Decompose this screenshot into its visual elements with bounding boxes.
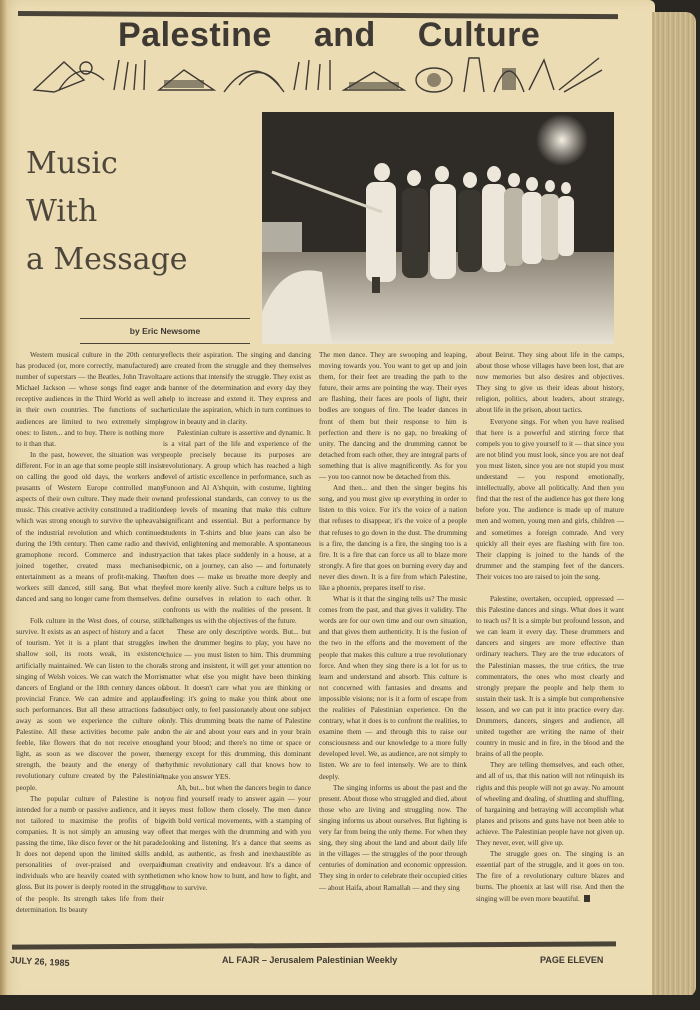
paragraph: Palestine, overtaken, occupied, oppressed — this Palestine dances and sings. What does it want to teach us? It is a simple but profound lesson, and we can learn it every day. These drummers and dancers and singers are more effective than ordinary teachers. They are the true educators of the Palestinian masses, the true critics, the true commentators, the ones who most clearly and strongly prepare the people and help them to sustain their task. It is a simple but comprehensive lesson, and we can put it into practice every day. Drummers, dancers, singers and audience, all united together are writing the name of their country in music and in fire, in the blood and the brains of all the people. bbox=[476, 594, 624, 759]
paragraph: Palestinian culture is assertive and dynamic. It is a vital part of the life and experience of the people precisely because its purposes are revolutionary. A group which has reached a high level of artistic excellence in performance, such as Funoon and Al A'shquin, with costume, lighting and professional standards, can convey to us the deep levels of meaning that make this culture significant and essential. But a performance by students in T-shirts and blue jeans can also be vivid, enlightening and memorable. A spontaneous action that takes place suddenly in a house, at a picnic, on a journey, can also — and fortunately often does — make us breathe more deeply and feel more keenly alive. Such a culture helps us to define ourselves in relation to each other. It confronts us with the realities of the present. It challenges us with the objectives of the future. bbox=[163, 428, 311, 626]
section-header-word-1: Palestine bbox=[118, 15, 272, 54]
article-column-4 bbox=[476, 350, 624, 905]
section-header-word-2: and bbox=[313, 15, 376, 54]
background-surface bbox=[0, 995, 700, 1010]
headline-line-1: Music bbox=[26, 146, 118, 181]
binding-edge bbox=[0, 0, 8, 1000]
article-headline bbox=[26, 140, 246, 284]
paragraph: In the past, however, the situation was very different. For in an age that some people still insist on calling the good old days, the workers and peasants of Western Europe controlled many aspects of their own culture. They made their own music. This creative activity constituted a tradition which was strong enough to survive the upheavals of the industrial revolution and which continued during the 19th century. Then came radio and the gramophone record. Commerce and industry, joined together, created mass mechanised entertainment as a means of profit-making. The workers still danced, still sang. But what they danced and sang no longer came from themselves. bbox=[16, 450, 164, 604]
article-column-2 bbox=[163, 350, 311, 894]
paragraph: And then... and then the singer begins his song, and you must give up everything in order to listen to this voice. For it's the voice of a nation that refuses to disappear, it's the voice of a people that refuses to go down in the dust. The drumming is a fire, the dancing is a fire, the singing too is a fire. It is a fire that can force us all to blaze more strongly. A fire that goes on burning every day and never dies down. It is a fire from which Palestine, like a phoenix, prepares itself to rise. bbox=[319, 484, 467, 592]
footer-publication: AL FAJR – Jerusalem Palestinian Weekly bbox=[222, 955, 398, 965]
page-stack-edges bbox=[652, 12, 696, 997]
headline-line-3: a Message bbox=[26, 242, 188, 277]
paragraph: The popular culture of Palestine is not intended for a numb or passive audience, and it is not tailored to maximise the profits of big companies. It is not simply an amusing way of passing the time, like disco fever or the hit parade. It does not depend upon the limited skills and personalities of over-praised and overpaid individuals who are heavily coated with synthetic gloss. But its power is deeply rooted in the struggle of the people. Its strength takes life from their determination. Its beauty bbox=[16, 794, 164, 914]
headline-line-2: With bbox=[26, 194, 98, 229]
paragraph: reflects their aspiration. The singing and dancing are created from the struggle and they themselves are actions that intensify the struggle. They exist as a banner of the determination and every day they help to increase and extend it. They express and articulate the aspiration, which in turn continues to grow in beauty and in clarity. bbox=[163, 351, 311, 426]
byline bbox=[80, 318, 250, 344]
paragraph: They are telling themselves, and each other, and all of us, that this nation will not relinquish its rights and this people will not go away. No amount of wheeling and dealing, of shuttling and shuffling, of bargaining and betraying will accomplish what planes and prisons and guns have not been able to achieve. The Palestinian people have not given up. They never, ever, will give up. bbox=[476, 761, 624, 848]
paragraph: Ah, but... but when the dancers begin to dance you find yourself ready to answer again — your eyes must follow them closely. The men dance with bold vertical movements, with a stamping of feet that merges with the drumming and with you looking and listening. It's a dance that seems as old, as authentic, as fresh and inexhaustible as human creativity and endeavour. It's a dance of men who know how to hunt, and how to fight, and how to survive. bbox=[163, 783, 311, 892]
paragraph-final bbox=[476, 849, 624, 904]
paragraph: The men dance. They are swooping and leaping, moving towards you. You want to get up and join them, for their feet are treading the path to the future, their arms are pointing the way. Their eyes are flashing, their faces are pools of light, their bodies are tongues of fire. The leader dances in front of them but their response to him is perfection and there is no gap, no breaking of unity. The dancing and the drumming cannot be detached from each other, they are integral parts of something that is alive magnificently. As for you — you too cannot now be detached from this. bbox=[319, 351, 467, 482]
footer-date: JULY 26, 1985 bbox=[9, 955, 70, 969]
paragraph-final-text: The struggle goes on. The singing is an essential part of the struggle, and it goes on too. The fire of a revolutionary culture blazes and burns. The phoenix at last will rise. And then the singing will be even more beautiful. bbox=[476, 850, 624, 903]
section-header-word-3: Culture bbox=[417, 15, 541, 54]
dancers-photo bbox=[262, 112, 614, 344]
end-of-article-mark-icon bbox=[584, 895, 590, 902]
paragraph: What is it that the singing tells us? The music comes from the past, and that gives it validity. The words are for our own time and our own situation, and that gives them authenticity. It is the fusion of the two in the efforts and the movement of the people that makes this culture a true revolutionary force. And when they sing there is a lot for us to learn and understand and absorb. This culture is not concerned with fantasies and dreams and impossible visions; nor is it a form of escape from the realities of Palestinian experience. On the contrary, what it does is to confront the realities, to examine them — and through this to raise our consciousness and our knowledge to a more fully developed level. We, as audience, are not simply to listen. We are to feel intensely. We are to think deeply. bbox=[319, 595, 467, 781]
paragraph: Everyone sings. For when you have realised that here is a powerful and stirring force that compels you to give yourself to it — that since you are not blind you must look, since you are not deaf you must listen, since you are not stupid you must understand — you respond emotionally, intellectually, above all politically. And then you find that the rest of the audience has got there long before you. The audience is made up of mature men and women, young men and girls, children — and sometimes a foreign comrade. And very quickly all their eyes are flashing with fire too. Their clapping is joined to the hands of the drummer and the stamping feet of the dancers. Their voices too are raised to join the song. bbox=[476, 417, 624, 581]
paragraph: Western musical culture in the 20th century has produced (or, more correctly, manufactured) a number of superstars — the Beatles, John Travolta, Michael Jackson — whose songs find eager and receptive audiences in the Third World as well as in their own countries. The functions of such audiences are limited to two extremely simple ones: to listen... and to buy. There is nothing more to it than that. bbox=[16, 351, 164, 448]
paragraph: The singing informs us about the past and the present. About those who struggled and died, about those who are living and struggling now. The singing informs us about ourselves. But fighting is very far from being the only theme. For when they sing, they sing about the land and about daily life in the villages — the struggles of the poor through centuries of domination and economic oppression. They sing in order to celebrate their occupied cities — about Haifa, about Ramallah — and they sing bbox=[319, 783, 467, 892]
paragraph: Folk culture in the West does, of course, still survive. It exists as an aspect of history and a facet of tourism. Yet it is a plant that struggles in shallow soil, its roots weak, its existence artificially maintained. We can listen to the choral singing of Welsh voices. We can watch the Morris dancers of England or the 18th century dances of provincial France. We can admire and applaud such performances. But all these attractions fade away as soon we experience the culture of Palestine. All these activities become pale and feeble, like flowers that do not receive enough light, as soon as we discover the power, the strength, the beauty and the energy of the revolutionary culture created by the Palestinian people. bbox=[16, 617, 164, 792]
paragraph: about Beirut. They sing about life in the camps, about those whose villages have been lost, that are now memories but also desires and objectives. They sing to give us their ideas about history, religion, politics, about leaders, about strategy, about life in the prison, about tactics. bbox=[476, 351, 624, 415]
folk-art-banner-illustration bbox=[24, 50, 604, 96]
byline-text: by Eric Newsome bbox=[129, 326, 201, 336]
paragraph: These are only descriptive words. But... but when the drummer begins to play, you have no choice — you must listen to him. This drumming is strong and insistent, it will get your attention no matter what else you might have been thinking about. It doesn't care what you are thinking or feeling: it's going to make you think about one subject only, to feel passionately about one subject only. This drumming beats the name of Palestine on the air and about your ears and in your brain and your blood; and there's no time or space or energy except for this drumming, this dominant rhythmic revolutionary call that knows how to make you answer YES. bbox=[163, 628, 311, 781]
footer-page-number: PAGE ELEVEN bbox=[540, 955, 604, 965]
article-column-1 bbox=[16, 350, 164, 916]
article-column-3 bbox=[319, 350, 467, 894]
